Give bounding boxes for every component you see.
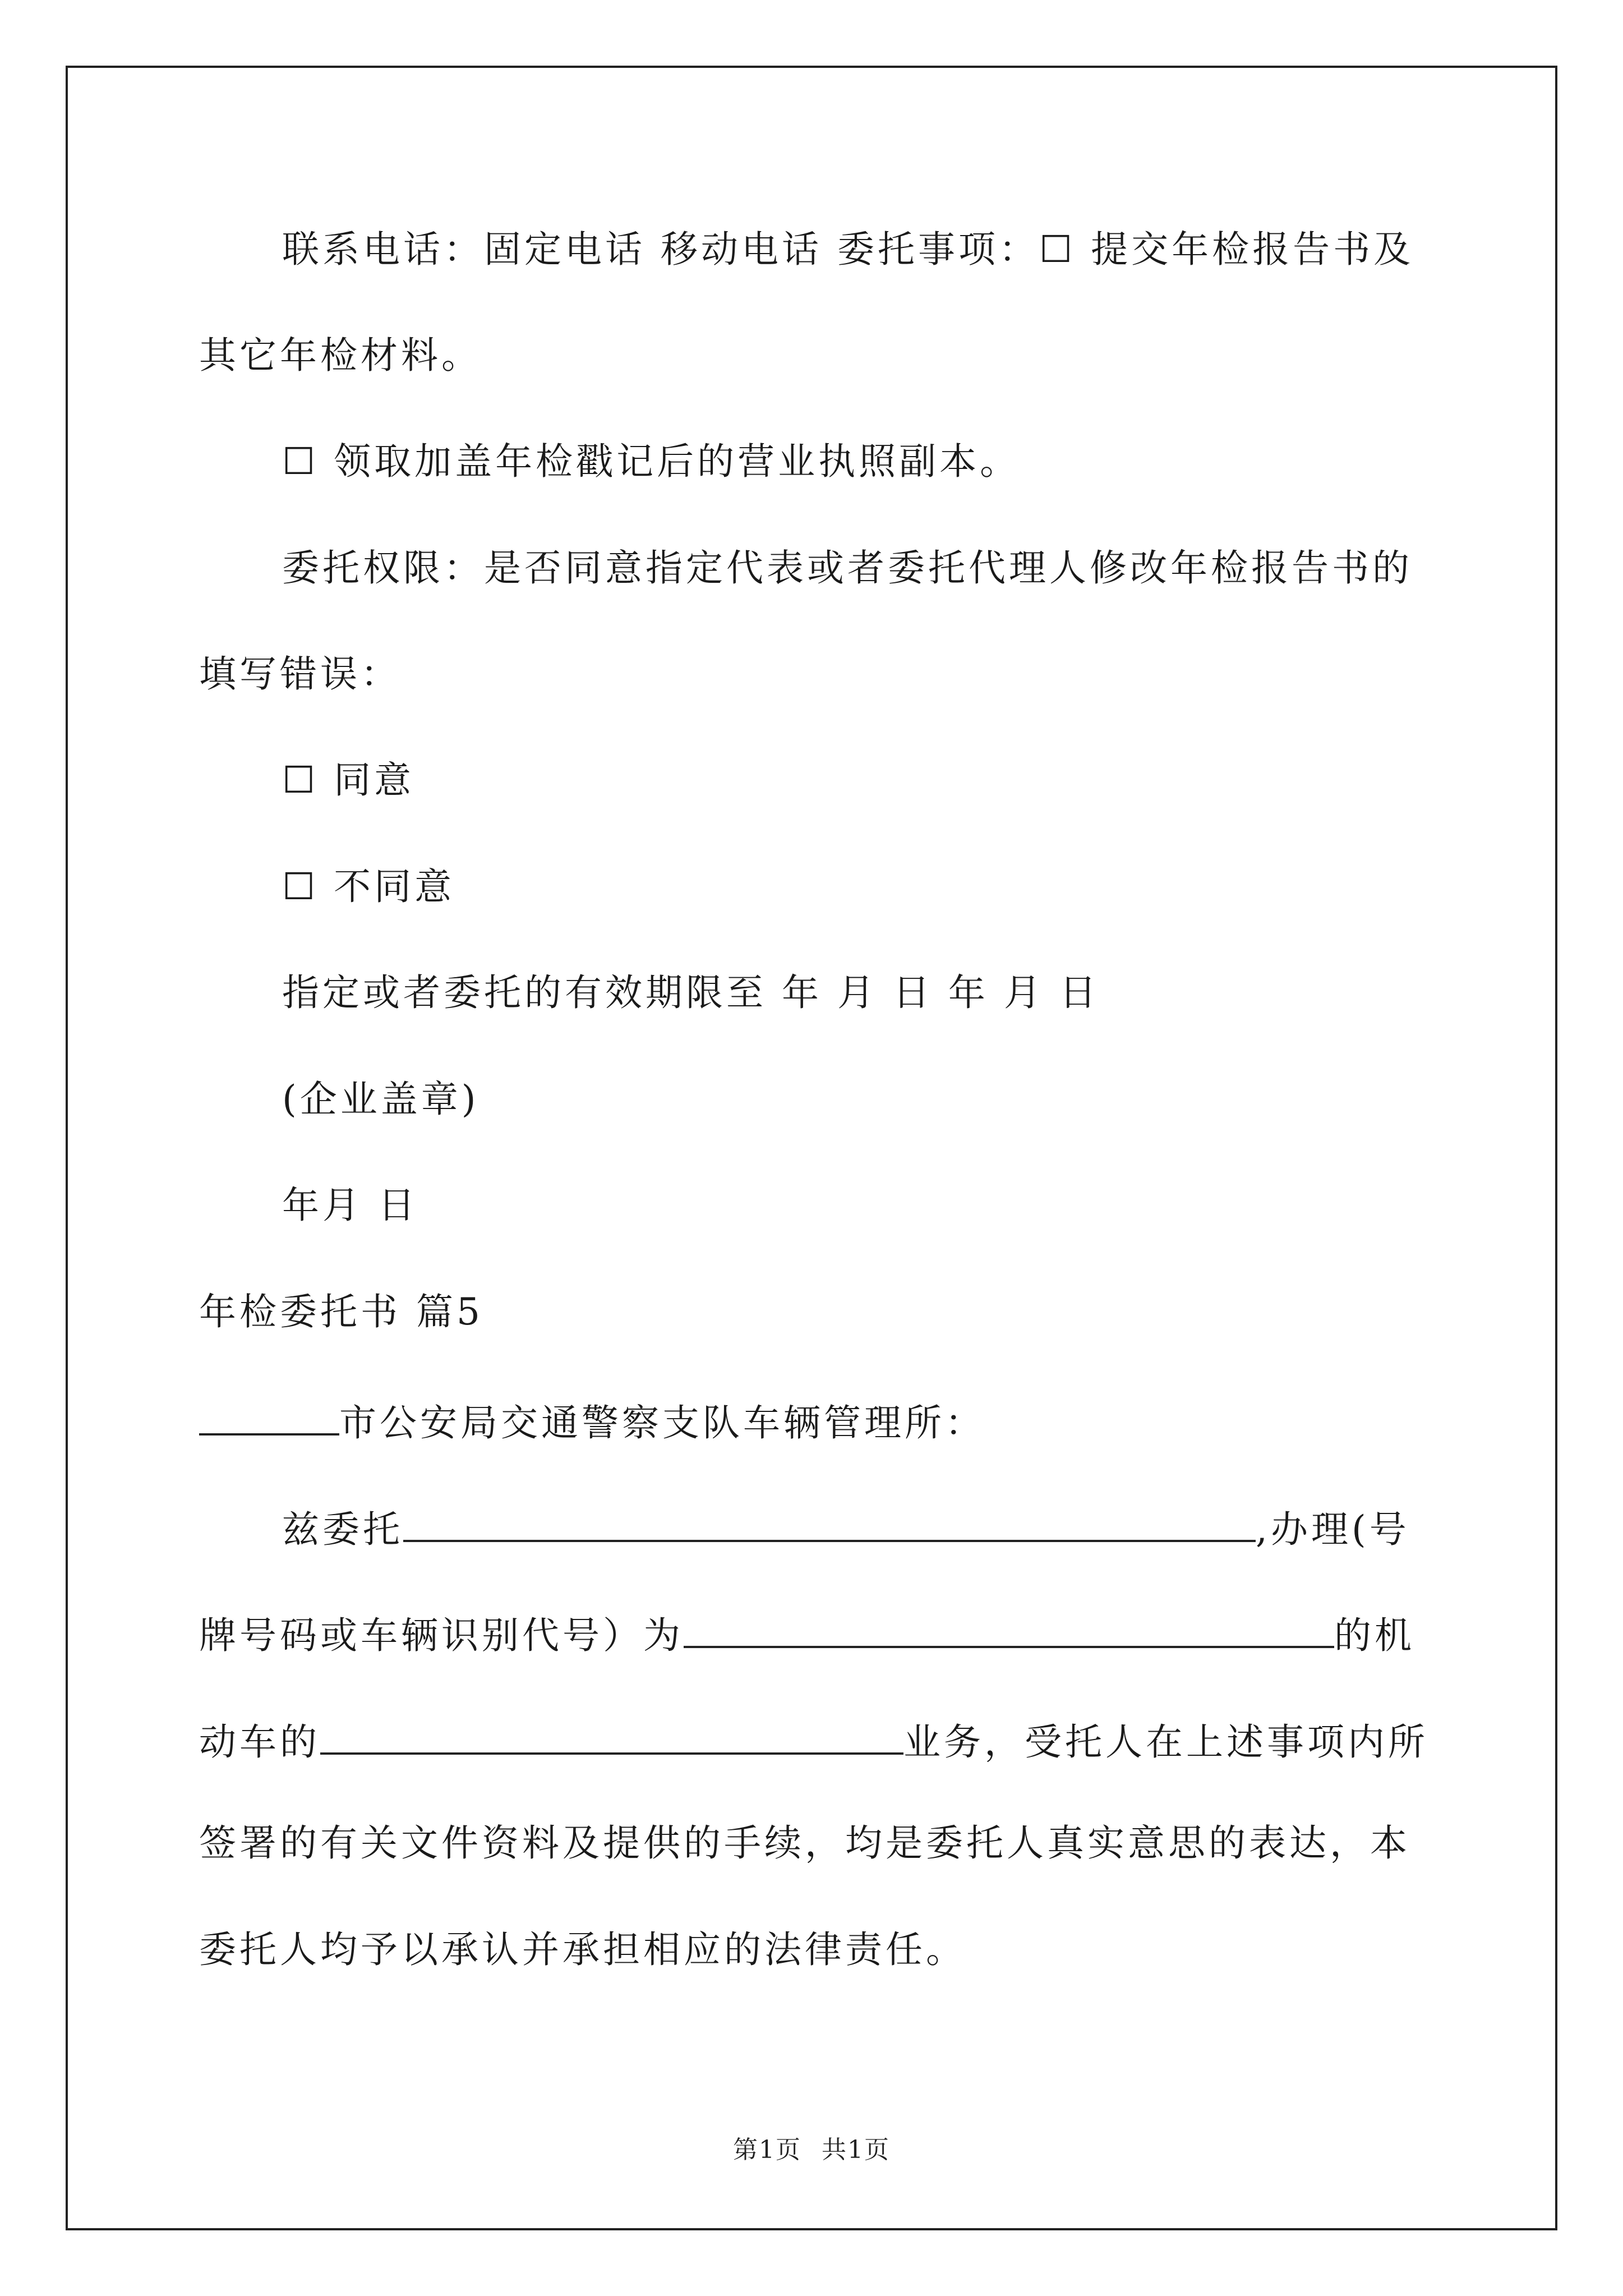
text-line-errors: 填写错误：	[199, 652, 401, 696]
checkbox-agree: ☐ 同意	[282, 758, 415, 802]
page-frame	[66, 66, 1557, 2230]
text-entrust: 兹委托	[282, 1508, 403, 1551]
text-plate: 牌号码或车辆识别代号）为	[199, 1614, 684, 1657]
page-number: 第1页	[733, 2136, 801, 2164]
text-line-contact	[282, 228, 1433, 271]
checkbox-line-license: ☐ 领取加盖年检戳记后的营业执照副本。	[282, 440, 1021, 483]
blank-plate	[684, 1612, 1334, 1648]
text-line-signed: 签署的有关文件资料及提供的手续，均是委托人真实意思的表达，本	[199, 1821, 1410, 1865]
section-title: 年检委托书 篇5	[199, 1290, 483, 1333]
page-total: 共1页	[822, 2136, 890, 2164]
blank-business	[320, 1719, 903, 1755]
text-line-plate	[199, 1612, 1415, 1657]
text-line-liability: 委托人均予以承认并承担相应的法律责任。	[199, 1928, 966, 1971]
text-handle: ,办理(号	[1256, 1508, 1410, 1551]
text-line-validity: 指定或者委托的有效期限至 年 月 日 年 月 日	[282, 971, 1100, 1014]
page-footer	[0, 2129, 1623, 2165]
text-line-business	[199, 1719, 1428, 1764]
text-vehicle: 动车的	[199, 1720, 320, 1764]
text-line-entrust	[282, 1506, 1410, 1551]
blank-agent	[403, 1506, 1256, 1542]
text-line-date: 年月 日	[282, 1184, 418, 1227]
text-line-materials: 其它年检材料。	[199, 334, 482, 377]
checkbox-disagree: ☐ 不同意	[282, 865, 455, 908]
text-business: 业务，受托人在上述事项内所	[903, 1720, 1428, 1764]
text-addressee: 市公安局交通警察支队车辆管理所：	[339, 1401, 985, 1444]
text-line-addressee	[199, 1400, 985, 1442]
blank-city	[199, 1400, 339, 1435]
text-contact: 联系电话：固定电话 移动电话 委托事项：☐ 提交年检报告书及	[282, 228, 1414, 271]
text-machine: 的机	[1334, 1614, 1415, 1657]
text-line-authority: 委托权限：是否同意指定代表或者委托代理人修改年检报告书的	[282, 546, 1413, 590]
text-line-seal: (企业盖章)	[282, 1078, 479, 1121]
